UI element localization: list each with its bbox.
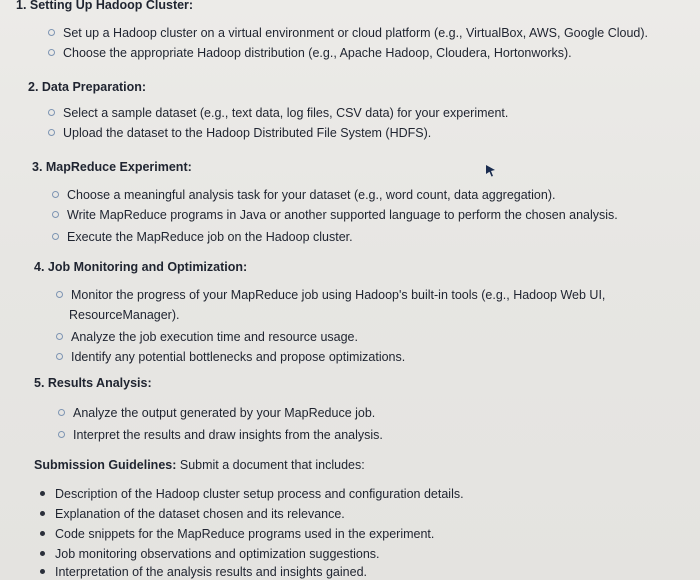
submission-guidelines-title: Submission Guidelines:	[34, 458, 177, 472]
bullet-dot-icon	[40, 511, 45, 516]
list-item: Execute the MapReduce job on the Hadoop cluster.	[52, 228, 353, 246]
circle-bullet-icon	[56, 353, 63, 360]
circle-bullet-icon	[48, 29, 55, 36]
circle-bullet-icon	[52, 191, 59, 198]
list-item: Job monitoring observations and optimization suggestions.	[40, 545, 380, 563]
list-item: Choose a meaningful analysis task for your dataset (e.g., word count, data aggregation).	[52, 186, 555, 204]
list-item: Set up a Hadoop cluster on a virtual environment or cloud platform (e.g., VirtualBox, AWS, Google Cloud).	[48, 24, 648, 42]
section-title-data-preparation: 2. Data Preparation:	[28, 80, 147, 94]
circle-bullet-icon	[48, 109, 55, 116]
list-item: Interpretation of the analysis results and insights gained.	[40, 563, 367, 580]
circle-bullet-icon	[52, 233, 59, 240]
bullet-dot-icon	[40, 569, 45, 574]
circle-bullet-icon	[52, 211, 59, 218]
bullet-dot-icon	[40, 531, 45, 536]
section-title-setup: 1. Setting Up Hadoop Cluster:	[16, 0, 194, 12]
list-item: Upload the dataset to the Hadoop Distributed File System (HDFS).	[48, 124, 431, 142]
list-item: Identify any potential bottlenecks and propose optimizations.	[56, 348, 405, 366]
list-item: Code snippets for the MapReduce programs used in the experiment.	[40, 525, 434, 543]
list-item: Write MapReduce programs in Java or another supported language to perform the chosen analysis.	[52, 206, 618, 224]
list-item: Select a sample dataset (e.g., text data, log files, CSV data) for your experiment.	[48, 104, 508, 122]
bullet-dot-icon	[40, 551, 45, 556]
circle-bullet-icon	[58, 409, 65, 416]
list-item: Explanation of the dataset chosen and its relevance.	[40, 505, 345, 523]
list-item: Monitor the progress of your MapReduce job using Hadoop's built-in tools (e.g., Hadoop Web UI,	[56, 286, 605, 304]
circle-bullet-icon	[56, 291, 63, 298]
circle-bullet-icon	[56, 333, 63, 340]
list-item: Analyze the output generated by your MapReduce job.	[58, 404, 375, 422]
list-item: Interpret the results and draw insights from the analysis.	[58, 426, 383, 444]
circle-bullet-icon	[58, 431, 65, 438]
section-title-job-monitoring: 4. Job Monitoring and Optimization:	[34, 260, 248, 274]
list-item: Analyze the job execution time and resource usage.	[56, 328, 358, 346]
mouse-pointer-icon	[485, 164, 497, 178]
submission-guidelines	[34, 456, 365, 474]
list-item-continuation: ResourceManager).	[69, 308, 180, 322]
section-title-results-analysis: 5. Results Analysis:	[34, 376, 152, 390]
list-item: Choose the appropriate Hadoop distribution (e.g., Apache Hadoop, Cloudera, Hortonworks).	[48, 44, 572, 62]
section-title-mapreduce: 3. MapReduce Experiment:	[32, 160, 192, 174]
list-item: Description of the Hadoop cluster setup process and configuration details.	[40, 485, 464, 503]
submission-guidelines-intro: Submit a document that includes:	[179, 458, 365, 472]
circle-bullet-icon	[48, 129, 55, 136]
circle-bullet-icon	[48, 49, 55, 56]
bullet-dot-icon	[40, 491, 45, 496]
